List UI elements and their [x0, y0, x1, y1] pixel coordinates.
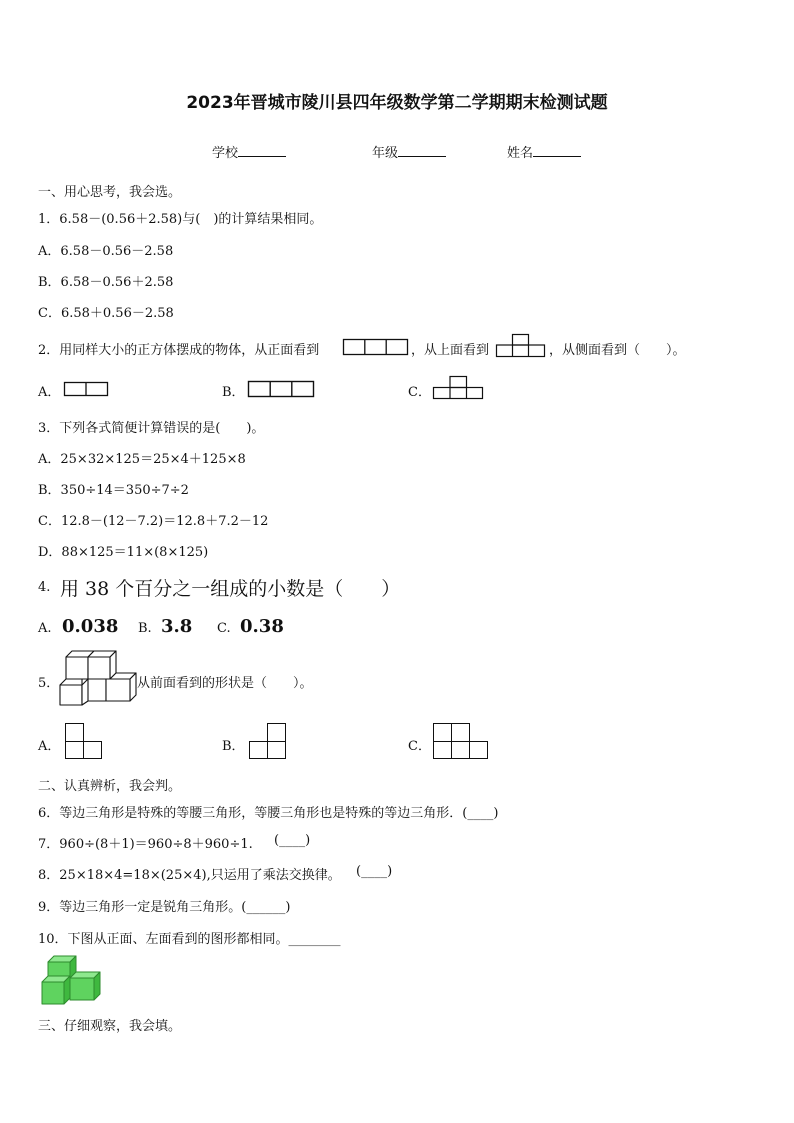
q1-stem: 1．6.58－(0.56＋2.58)与( )的计算结果相同。 — [38, 212, 323, 227]
q4-option-b-value: 3.8 — [161, 616, 193, 637]
q4-number: 4. — [38, 580, 51, 595]
q3-stem: 3．下列各式简便计算错误的是( )。 — [38, 421, 265, 436]
q4-option-c-label: C. — [217, 621, 231, 636]
q10-green-cube-figure — [40, 954, 106, 1006]
q3-option-d: D．88×125＝11×(8×125) — [38, 545, 209, 560]
section-2-heading: 二、认真辨析，我会判。 — [38, 779, 182, 794]
school-field: 学校 — [212, 142, 286, 161]
q5-stem: 从前面看到的形状是（ ）。 — [137, 676, 313, 691]
q3-option-b: B．350÷14＝350÷7÷2 — [38, 483, 189, 498]
q3-option-c: C．12.8－(12－7.2)＝12.8＋7.2－12 — [38, 514, 269, 529]
q8-statement: 8．25×18×4=18×(25×4),只运用了乘法交换律。 — [38, 868, 341, 883]
q10-statement: 10．下图从正面、左面看到的图形都相同。________ — [38, 932, 341, 947]
q2-option-b-figure — [248, 381, 316, 398]
q9-statement: 9．等边三角形一定是锐角三角形。(______) — [38, 900, 291, 915]
grade-field: 年级 — [372, 142, 446, 161]
q4-option-b-label: B. — [138, 621, 152, 636]
q5-option-a-label: A． — [38, 739, 61, 754]
q2-option-b-label: B． — [222, 385, 245, 400]
name-field: 姓名 — [507, 142, 581, 161]
q1-option-b: B．6.58－0.56＋2.58 — [38, 275, 174, 290]
q3-option-a: A．25×32×125＝25×4＋125×8 — [38, 452, 246, 467]
q4-option-a-value: 0.038 — [62, 616, 119, 637]
q4-option-c-value: 0.38 — [240, 616, 284, 637]
q5-option-a-figure — [65, 723, 105, 761]
q2-option-c-label: C． — [408, 385, 431, 400]
q2-front-view-figure — [343, 339, 409, 356]
q5-number: 5． — [38, 676, 60, 691]
q8-answer-blank[interactable]: (____) — [356, 864, 393, 879]
q7-statement: 7．960÷(8＋1)＝960÷8＋960÷1. — [38, 837, 253, 852]
q5-option-c-label: C． — [408, 739, 431, 754]
q5-option-b-label: B． — [222, 739, 245, 754]
q4-option-a-label: A. — [38, 621, 52, 636]
q2-option-a-figure — [64, 382, 110, 397]
q2-top-view-figure — [496, 334, 546, 358]
q2-option-a-label: A． — [38, 385, 61, 400]
q5-option-b-figure — [249, 723, 289, 761]
page-title: 2023年晋城市陵川县四年级数学第二学期期末检测试题 — [186, 93, 608, 113]
q7-answer-blank[interactable]: (____) — [274, 833, 311, 848]
q1-option-c: C．6.58＋0.56－2.58 — [38, 306, 174, 321]
q5-option-c-figure — [433, 723, 491, 761]
q2-stem-part2: ，从上面看到 — [411, 343, 490, 358]
section-1-heading: 一、用心思考，我会选。 — [38, 185, 182, 200]
q4-stem: 用 38 个百分之一组成的小数是（ ） — [60, 578, 401, 600]
q2-stem-part3: ，从侧面看到（ ）。 — [549, 343, 686, 358]
section-3-heading: 三、仔细观察，我会填。 — [38, 1019, 182, 1034]
q6-statement: 6．等边三角形是特殊的等腰三角形，等腰三角形也是特殊的等边三角形．(____) — [38, 806, 499, 821]
q5-cube-figure — [58, 649, 138, 707]
q2-option-c-figure — [433, 376, 485, 400]
q1-option-a: A．6.58－0.56－2.58 — [38, 244, 174, 259]
q2-stem-part1: 2．用同样大小的正方体摆成的物体，从正面看到 — [38, 343, 320, 358]
